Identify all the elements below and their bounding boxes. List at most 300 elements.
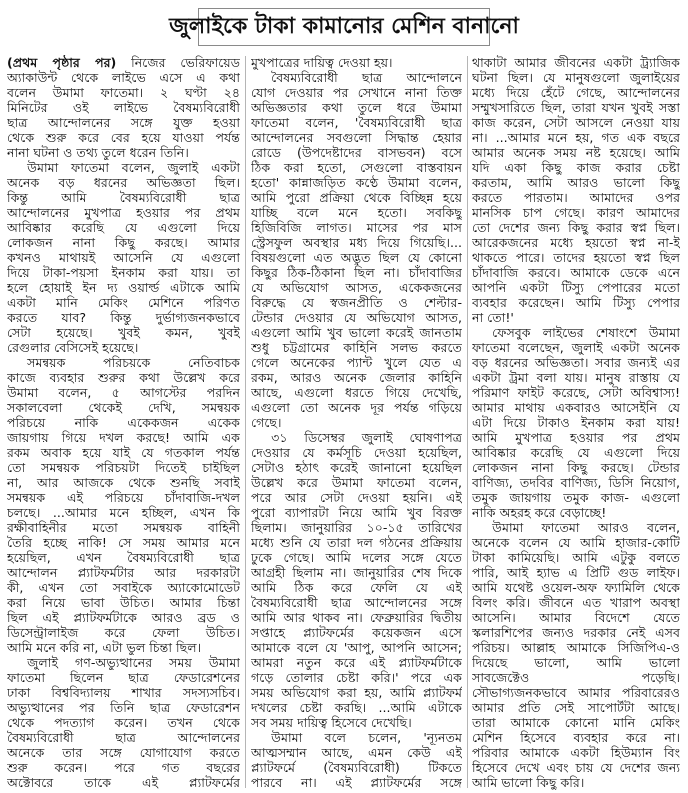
article-line-text: করতে পারতাম। আমাদের ওপর <box>472 190 680 205</box>
article-line-text: অনেকে বলেন যে আমি হাজার-কোটি <box>472 535 680 550</box>
article-line <box>472 535 680 550</box>
article-line-text: ছাত্র আন্দোলনের সঙ্গে যুক্ত হওয়া <box>7 115 240 130</box>
article-line-text: করতে যাব? কিন্তু দুর্ভাগ্যজনকভাবে <box>7 310 240 325</box>
article-line-text: জুলাই গণ-অভ্যুত্থানের সময় উমামা <box>27 655 240 670</box>
article-line <box>472 565 680 580</box>
article-line <box>251 160 462 175</box>
article-line-text: গেলে অনেকের প্যান্ট খুলে যেত এ <box>251 355 462 370</box>
article-line <box>7 115 240 130</box>
article-line <box>472 595 680 610</box>
article-line <box>251 760 462 775</box>
article-line <box>251 250 462 265</box>
article-line-text: থেকে পদত্যাগ করেন। তখন থেকে <box>7 715 240 730</box>
article-line-text: রোডে (উপদেষ্টাদের বাসভবন) বসে <box>251 145 462 160</box>
article-line <box>7 100 240 115</box>
article-line-text: করতাম, আমি আরও ভালো কিছু <box>472 175 680 190</box>
article-line-text: তমুক জায়গায় তমুক কাজ- এগুলো <box>472 490 680 505</box>
article-line <box>7 220 240 235</box>
article-line <box>7 520 240 535</box>
article-line-text: সাবজেক্টেও পড়েছি। <box>472 670 680 685</box>
article-line-text: আমি আর থাকব না। ফেব্রুয়ারির দ্বিতীয় <box>251 610 462 625</box>
article-line-text: বিলং করি। জীবনে এত খারাপ অবস্থা <box>472 595 680 610</box>
article-line <box>472 640 680 655</box>
article-line <box>251 385 462 400</box>
article-line <box>7 400 240 415</box>
column-divider <box>467 56 468 788</box>
article-line <box>251 130 462 145</box>
article-line-text: আমরা নতুন করে এই প্ল্যাটফর্মটাকে <box>251 655 462 670</box>
article-line <box>7 415 240 430</box>
article-line-text: ঠিক করা হতো, সেগুলো বাস্তবায়ন <box>251 160 462 175</box>
article-line <box>251 205 462 220</box>
article-line <box>7 145 240 160</box>
article-line <box>251 100 462 115</box>
article-line <box>7 550 240 565</box>
article-line <box>472 385 680 400</box>
article-line-text: সকালবেলা থেকেই দেখি, সমন্বয়ক <box>7 400 240 415</box>
article-line-text: পরিবার আমাকে একটা হিউম্যান বিং <box>472 745 680 760</box>
article-line <box>472 490 680 505</box>
article-line-text: কাজ করেন, সেটা আসলে নেওয়া যায় <box>472 115 680 130</box>
article-line <box>251 490 462 505</box>
article-line-text: মিনিটের ওই লাইভে বৈষম্যবিরোধী <box>7 100 240 115</box>
article-line <box>472 730 680 745</box>
article-line-text: ঢাকা বিশ্ববিদ্যালয় শাখার সদস্যসচিব। <box>7 685 240 700</box>
article-line <box>472 205 680 220</box>
article-line <box>7 715 240 730</box>
article-paragraph <box>7 160 240 355</box>
article-line-text: টেন্ডার দেওয়ার যে অভিযোগ আসত, <box>251 310 462 325</box>
article-line-text: হলে হোয়াই ইন দ্য ওয়ার্ল্ড এটাকে আমি <box>7 280 240 295</box>
article-line <box>251 670 462 685</box>
article-line <box>251 415 462 430</box>
article-line <box>7 685 240 700</box>
article-line <box>472 295 680 310</box>
article-line-text: স্ট্রেসফুল অবস্থার মধ্য দিয়ে গিয়েছি।... <box>251 235 462 250</box>
article-line <box>472 250 680 265</box>
article-line-text: ছিলাম। জানুয়ারির ১০-১৫ তারিখের <box>251 520 462 535</box>
article-line <box>472 610 680 625</box>
column-divider <box>245 56 246 788</box>
article-line-text: আমি যথেষ্ট ওয়েল-অফ ফ্যামিলি থেকে <box>472 580 680 595</box>
article-line <box>7 745 240 760</box>
article-line-text: ব্যবহার করেছেন। আমি টিস্যু পেপার <box>472 295 680 310</box>
article-line <box>7 640 240 655</box>
article-line-text: আবিষ্কার করেছি যে এগুলো দিয়ে <box>7 220 240 235</box>
article-line <box>251 70 462 85</box>
article-line-text: আমি মুখপাত্র হওয়ার পর প্রথম <box>472 430 680 445</box>
article-line <box>7 340 240 355</box>
article-line <box>7 655 240 670</box>
article-line-text: ছিল এই প্ল্যাটফর্মটাকে আরও ব্রড ও <box>7 610 240 625</box>
article-line-text: দিয়ে টাকা-পয়সা ইনকাম করা যায়। তা <box>7 265 240 280</box>
article-line-text: যদি একা কিছু কাজ করার চেষ্টা <box>472 160 680 175</box>
article-line <box>251 190 462 205</box>
article-line <box>251 565 462 580</box>
article-line-text: হিসেবে দেখে এবং চায় যে দেশের জন্য <box>472 760 680 775</box>
article-line-text: সমন্বয়ক এই পরিচয়ে চাঁদাবাজি-দখল <box>7 490 240 505</box>
article-line <box>7 55 240 70</box>
article-line-text: জায়গায় গিয়ে দখল করছে! আমি এক <box>7 430 240 445</box>
article-line-text: কী, এখন তো সবাইকে অ্যাকোমোডেট <box>7 580 240 595</box>
article-line-text: যাচ্ছি বলে মনে হতো। সবকিছু <box>251 205 462 220</box>
article-line-text: আছে, এগুলো ধরতে গিয়ে দেখেছি, <box>251 385 462 400</box>
article-line <box>472 145 680 160</box>
article-line <box>472 55 680 70</box>
article-line <box>251 55 462 70</box>
article-line <box>251 580 462 595</box>
article-line <box>251 745 462 760</box>
article-line <box>7 670 240 685</box>
article-line <box>472 70 680 85</box>
article-line <box>7 700 240 715</box>
article-line-text: আন্দোলন প্ল্যাটফর্মটার আর দরকারটা <box>7 565 240 580</box>
article-line <box>251 640 462 655</box>
article-line <box>7 190 240 205</box>
article-line-text: কিন্তু আমি বৈষম্যবিরোধী ছাত্র <box>7 190 240 205</box>
article-line <box>472 505 680 520</box>
article-line-text: তারা আমাকে কোনো মানি মেকিং <box>472 715 680 730</box>
article-line-text: না। ...আমার মনে হয়, গত এক বছরে <box>472 130 680 145</box>
article-line <box>7 280 240 295</box>
article-line <box>472 760 680 775</box>
article-line-text: আমি মনে করি না, এটা ভুল চিন্তা ছিল। <box>7 640 202 655</box>
article-line-text: পারি, আই হ্যাভ এ প্রিটি গুড লাইফ। <box>472 565 680 580</box>
article-line <box>472 445 680 460</box>
article-line <box>7 505 240 520</box>
article-line-text: ফেসবুক লাইভের শেষাংশে উমামা <box>492 325 680 340</box>
article-line-text: থেকে শুরু করে বের হয়ে যাওয়া পর্যন্ত <box>7 130 240 145</box>
article-line-text: রেগুলার বেসিসেই হয়েছে। <box>7 340 139 355</box>
article-line-text: স্কলারশিপের জন্যও দরকার নেই এসব <box>472 625 680 640</box>
article-line-text: গেছে। <box>251 415 282 430</box>
article-line-text: মানসিক চাপ গেছে। কারণ আমাদের <box>472 205 680 220</box>
article-line <box>251 475 462 490</box>
article-line <box>251 430 462 445</box>
article-paragraph <box>251 430 462 730</box>
article-line <box>7 325 240 340</box>
article-line-text: সেটা হয়েছে। খুবই কমন, খুবই <box>7 325 240 340</box>
article-line-text: পারবে না। এই প্ল্যাটফর্মের সঙ্গে <box>251 775 462 790</box>
article-line <box>472 175 680 190</box>
article-line-text: পরিমাণ ফাইট করেছে, সেটা অবিশ্বাস্য! <box>472 385 680 400</box>
article-line-text: আগ্রহী ছিলাম না। জানুয়ারির শেষ দিকে <box>251 565 462 580</box>
article-line-text: এগুলো আমি খুব ভালো করেই জানতাম <box>251 325 462 340</box>
article-line-text: উমামা বলেন, ৫ আগস্টের পরদিন <box>7 385 240 400</box>
article-line-text: আমার মাথায় একবারও আসেইনি যে <box>472 400 680 415</box>
article-line <box>7 535 240 550</box>
article-line-text: গড়ে তোলার চেষ্টা করি।' পরে এক <box>251 670 462 685</box>
article-line <box>472 430 680 445</box>
article-line-text: বৈষম্যবিরোধী ছাত্র আন্দোলনে <box>271 70 462 85</box>
article-line-text: আসেনি। আমার বিদেশে যেতে <box>472 610 680 625</box>
article-line <box>7 430 240 445</box>
article-line <box>7 760 240 775</box>
article-line <box>251 295 462 310</box>
article-line <box>472 265 680 280</box>
article-line <box>472 670 680 685</box>
article-line-text: ঘটনা ছিল। যে মানুষগুলো জুলাইয়ের <box>472 70 680 85</box>
article-line <box>251 520 462 535</box>
article-paragraph <box>472 325 680 520</box>
article-line <box>472 325 680 340</box>
article-line <box>251 85 462 100</box>
article-line-text: আন্দোলনের সবগুলো সিদ্ধান্ত হেয়ার <box>251 130 462 145</box>
article-line <box>251 355 462 370</box>
article-line-text: ফাতেমা ছিলেন ছাত্র ফেডারেশনের <box>7 670 240 685</box>
article-line <box>7 565 240 580</box>
article-line <box>7 205 240 220</box>
article-line <box>472 85 680 100</box>
article-line <box>7 460 240 475</box>
article-line-text: তো সমন্বয়ক পরিচয়টা দিতেই চাইছিল <box>7 460 240 475</box>
article-line <box>472 655 680 670</box>
article-line-text: পরিচয়ে নাকি একেকজন একেক <box>7 415 240 430</box>
article-line-text: হিজিবিজি লাগত। মাসের পর মাস <box>251 220 462 235</box>
article-line <box>251 700 462 715</box>
article-line <box>7 160 240 175</box>
article-line-text: আমাকে বলে যে 'আপু, আপনি আসেন; <box>251 640 462 655</box>
article-line <box>7 730 240 745</box>
article-line <box>472 310 680 325</box>
article-line-text: আত্মসম্মান আছে, এমন কেউ এই <box>251 745 462 760</box>
article-line <box>472 220 680 235</box>
article-line-text: মধ্যে শুনি যে তারা দল গঠনের প্রক্রিয়ায় <box>251 535 462 550</box>
article-line <box>251 325 462 340</box>
article-line-text: মেশিন হিসেবে ব্যবহার করে না। <box>472 730 680 745</box>
article-line-text: আপনি একটা টিস্যু পেপারের মতো <box>472 280 680 295</box>
article-line-text: একটা মানি মেকিং মেশিনে পরিণত <box>7 295 240 310</box>
article-line <box>472 700 680 715</box>
article-paragraph <box>7 355 240 655</box>
article-line-text: কাজে ব্যবহার শুরুর কথা উল্লেখ করে <box>7 370 240 385</box>
article-line <box>472 745 680 760</box>
jump-label: (প্রথম পৃষ্ঠার পর) <box>7 55 117 70</box>
article-line <box>7 355 240 370</box>
article-line <box>251 265 462 280</box>
article-line-text: উমামা ফাতেমা আরও বলেন, <box>492 520 680 535</box>
article-line <box>251 370 462 385</box>
article-line-text: আন্দোলনের মুখপাত্র হওয়ার পর প্রথম <box>7 205 240 220</box>
article-line <box>251 310 462 325</box>
article-line-text: ফাতেমা বলেন, 'বৈষম্যবিরোধী ছাত্র <box>251 115 462 130</box>
article-line-text: বিরুদ্ধে যে স্বজনপ্রীতি ও শেল্টার- <box>251 295 462 310</box>
article-line <box>251 175 462 190</box>
article-line-text: সময় অভিযোগ করা হয়, আমি প্ল্যাটফর্ম <box>251 685 462 700</box>
article-paragraph <box>472 520 680 790</box>
article-line <box>251 550 462 565</box>
article-line-text: সপ্তাহে প্ল্যাটফর্মের কয়েকজন এসে <box>251 625 462 640</box>
article-line <box>7 175 240 190</box>
article-line <box>472 235 680 250</box>
article-line-text: দখলের চেষ্টা করছি। ...আমি এটাকে <box>251 700 462 715</box>
article-line <box>7 625 240 640</box>
article-line-text: তৈরি হচ্ছে নাকি! সে সময় আমার মনে <box>7 535 240 550</box>
article-line-text: উমামা ফাতেমা বলেন, জুলাই একটা <box>27 160 240 175</box>
article-line <box>251 685 462 700</box>
article-line-text: কখনও মাথায়ই আসেনি যে এগুলো <box>7 250 240 265</box>
article-line <box>472 475 680 490</box>
article-line <box>7 475 240 490</box>
article-line <box>7 775 240 790</box>
article-line-text: ঢুকে গেছে। আমি দলের সঙ্গে যেতে <box>251 550 462 565</box>
article-paragraph <box>7 55 240 160</box>
article-line-text: ডিসেন্ট্রালাইজ করে ফেলা উচিত। <box>7 625 240 640</box>
article-line-text: করা নিয়ে ভাবা উচিত। আমার চিন্তা <box>7 595 240 610</box>
article-paragraph <box>7 655 240 790</box>
article-line-text: এগুলো তো অনেক দূর পর্যন্ত গড়িয়ে <box>251 400 462 415</box>
article-line-text: রকম অবাক হয়ে যাই যে গতকাল পর্যন্ত <box>7 445 240 460</box>
article-line-text: ৩১ ডিসেম্বর জুলাই ঘোষণাপত্র <box>271 430 462 445</box>
article-line-text: আমি ভালো কিছু করি। <box>472 775 585 790</box>
article-line <box>251 655 462 670</box>
article-line-text: উল্লেখ করে উমামা ফাতেমা বলেন, <box>251 475 462 490</box>
article-line <box>251 625 462 640</box>
article-line <box>472 400 680 415</box>
article-line <box>7 370 240 385</box>
article-line <box>472 550 680 565</box>
article-line <box>251 340 462 355</box>
article-line-text: অভ্যুত্থানের পর তিনি ছাত্র ফেডারেশন <box>7 700 240 715</box>
article-line <box>472 370 680 385</box>
article-line-text: নিজের ভেরিফায়েড <box>131 55 240 70</box>
article-line <box>251 220 462 235</box>
article-line <box>251 460 462 475</box>
article-column-1 <box>7 55 240 790</box>
article-paragraph <box>251 730 462 790</box>
article-line-text: থাকতে পারে। তাদের হয়তো স্বপ্ন ছিল <box>472 250 680 265</box>
article-line-text: পুরো ব্যাপারটা নিয়ে আমি খুব বিরক্ত <box>251 505 462 520</box>
article-line <box>472 160 680 175</box>
article-line-text: না, আর আজকে থেকে শুনছি সবাই <box>7 475 240 490</box>
article-line <box>7 85 240 100</box>
article-headline: জুলাইকে টাকা কামানোর মেশিন বানানো <box>169 13 519 39</box>
headline-box <box>169 8 519 46</box>
article-line-text: অনেকে তার সঙ্গে যোগাযোগ করতে <box>7 745 240 760</box>
article-line-text: রকম, আরও অনেক জেলার কাহিনি <box>251 370 462 385</box>
article-line-text: হতো' কান্নাজড়িত কণ্ঠে উমামা বলেন, <box>251 175 462 190</box>
article-line <box>7 490 240 505</box>
article-line-text: প্ল্যাটফর্মে (বৈষম্যবিরোধী) টিকতে <box>251 760 462 775</box>
article-line-text: টাকা কামিয়েছি। আমি এটুকু বলতে <box>472 550 680 565</box>
article-line-text: অনেক বড় ধরনের অভিজ্ঞতা ছিল। <box>7 175 240 190</box>
article-line-text: বৈষম্যবিরোধী ছাত্র আন্দোলনের সঙ্গে <box>251 595 462 610</box>
article-line <box>7 70 240 85</box>
article-line-text: পরিচয়। আল্লাহ আমাকে সিজিপিএ-ও <box>472 640 680 655</box>
article-line-text: নানা ঘটনা ও তথ্য তুলে ধরেন তিনি। <box>7 145 189 160</box>
article-line-text: আমি পুরো প্রক্রিয়া থেকে বিচ্ছিন্ন হয়ে <box>251 190 462 205</box>
article-line-text: শুরু করেন। পরে গত বছরের <box>7 760 240 775</box>
article-line-text: আমি ঠিক করে ফেলি যে এই <box>251 580 462 595</box>
article-column-3 <box>472 55 680 790</box>
article-line <box>251 280 462 295</box>
article-line-text: থাকাটা আমার জীবনের একটা ট্র্যাজিক <box>472 55 680 70</box>
article-paragraph <box>251 55 462 70</box>
article-line <box>251 535 462 550</box>
article-line <box>7 445 240 460</box>
article-line <box>472 115 680 130</box>
article-paragraph <box>251 70 462 430</box>
article-line-text: আমার অনেক সময় নষ্ট হয়েছে। আমি <box>472 145 680 160</box>
article-line <box>472 340 680 355</box>
article-line <box>251 445 462 460</box>
article-line <box>7 610 240 625</box>
article-line-text: চলছে। ...আমার মনে হচ্ছিল, এখন কি <box>7 505 240 520</box>
article-line-text: তো দেশের জন্য কিছু করার স্বপ্ন ছিল। <box>472 220 680 235</box>
article-line <box>7 130 240 145</box>
article-line-text: আমার প্রতি সেই সাপোর্টটা আছে। <box>472 700 680 715</box>
article-line-text: না তো!' <box>472 310 514 325</box>
article-line-text: সেটাও হঠাৎ করেই জানানো হয়েছিল <box>251 460 462 475</box>
article-line <box>472 100 680 115</box>
article-line-text: যোগ দেওয়ার পর সেখানে নানা তিক্ত <box>251 85 462 100</box>
article-line <box>472 130 680 145</box>
article-line <box>7 595 240 610</box>
article-line-text: অভিজ্ঞতার কথা তুলে ধরে উমামা <box>251 100 462 115</box>
article-line-text: বড় ধরনের অভিজ্ঞতা। সবার জন্যই এর <box>472 355 680 370</box>
article-line-text: মুখপাত্রের দায়িত্ব দেওয়া হয়। <box>251 55 393 70</box>
article-line <box>7 235 240 250</box>
article-line <box>251 730 462 745</box>
article-line-text: সম্মুখসারিতে ছিল, তারা যখন খুবই সস্তা <box>472 100 680 115</box>
article-line-text: সমন্বয়ক পরিচয়কে নেতিবাচক <box>27 355 240 370</box>
article-line-text: বিষয়গুলো এত অদ্ভুত ছিল যে কোনো <box>251 250 462 265</box>
article-line-text: বৈষম্যবিরোধী ছাত্র আন্দোলনের <box>7 730 240 745</box>
article-line-text: আবিষ্কার করেছি যে এগুলো দিয়ে <box>472 445 680 460</box>
article-line-text: যে অভিযোগ আসত, একেকজনের <box>251 280 462 295</box>
article-column-2 <box>251 55 462 790</box>
article-line-text: বাণিজ্য, তদবির বাণিজ্য, ডিসি নিয়োগ, <box>472 475 680 490</box>
article-line-text: দিয়েছে ভালো, আমি ভালো <box>472 655 680 670</box>
article-line <box>472 715 680 730</box>
article-line-text: সব সময় দায়িত্ব হিসেবে দেখেছি। <box>251 715 412 730</box>
article-line-text: শুধু চট্টগ্রামের কাহিনি সলভ করতে <box>251 340 462 355</box>
article-line <box>472 775 680 790</box>
article-line-text: কিছুর ঠিক-ঠিকানা ছিল না। চাঁদাবাজির <box>251 265 462 280</box>
article-line <box>251 775 462 790</box>
article-line-text: নাকি অহরহ করে বেড়াচ্ছে! <box>472 505 607 520</box>
article-line-text: আরেকজনের মধ্যে হয়তো স্বপ্ন না-ই <box>472 235 680 250</box>
article-line-text: পরে আর সেটা দেওয়া হয়নি। এই <box>251 490 462 505</box>
article-line <box>251 235 462 250</box>
article-line <box>472 460 680 475</box>
article-line-text: সৌভাগ্যজনকভাবে আমার পরিবারেরও <box>472 685 680 700</box>
article-line <box>251 610 462 625</box>
article-line <box>7 250 240 265</box>
article-line-text: এটা দিয়ে টাকাও ইনকাম করা যায়! <box>472 415 680 430</box>
article-paragraph <box>472 55 680 325</box>
article-line <box>251 505 462 520</box>
article-line-text: চাঁদাবাজি করবে। আমাকে ডেকে এনে <box>472 265 680 280</box>
article-line <box>7 295 240 310</box>
article-line <box>472 190 680 205</box>
article-line-text: অক্টোবরে তাকে এই প্ল্যাটফর্মের <box>7 775 240 790</box>
article-line <box>251 595 462 610</box>
article-line-text: অ্যাকাউন্ট থেকে লাইভে এসে এ কথা <box>7 70 240 85</box>
article-line <box>251 400 462 415</box>
article-line <box>472 520 680 535</box>
article-line <box>7 580 240 595</box>
article-line <box>472 415 680 430</box>
article-line-text: লোকজন নানা কিছু করছে। আমার <box>7 235 240 250</box>
article-line-text: মধ্যে দিয়ে হেঁটে গেছে, আন্দোলনের <box>472 85 680 100</box>
article-line <box>251 115 462 130</box>
article-line-text: লোকজন নানা কিছু করছে। টেন্ডার <box>472 460 680 475</box>
article-line <box>472 685 680 700</box>
article-line <box>472 280 680 295</box>
article-line-text: বলেন উমামা ফাতেমা। ২ ঘণ্টা ২৪ <box>7 85 240 100</box>
article-line-text: ফাতেমা বলেছেন, জুলাই একটা অনেক <box>472 340 680 355</box>
